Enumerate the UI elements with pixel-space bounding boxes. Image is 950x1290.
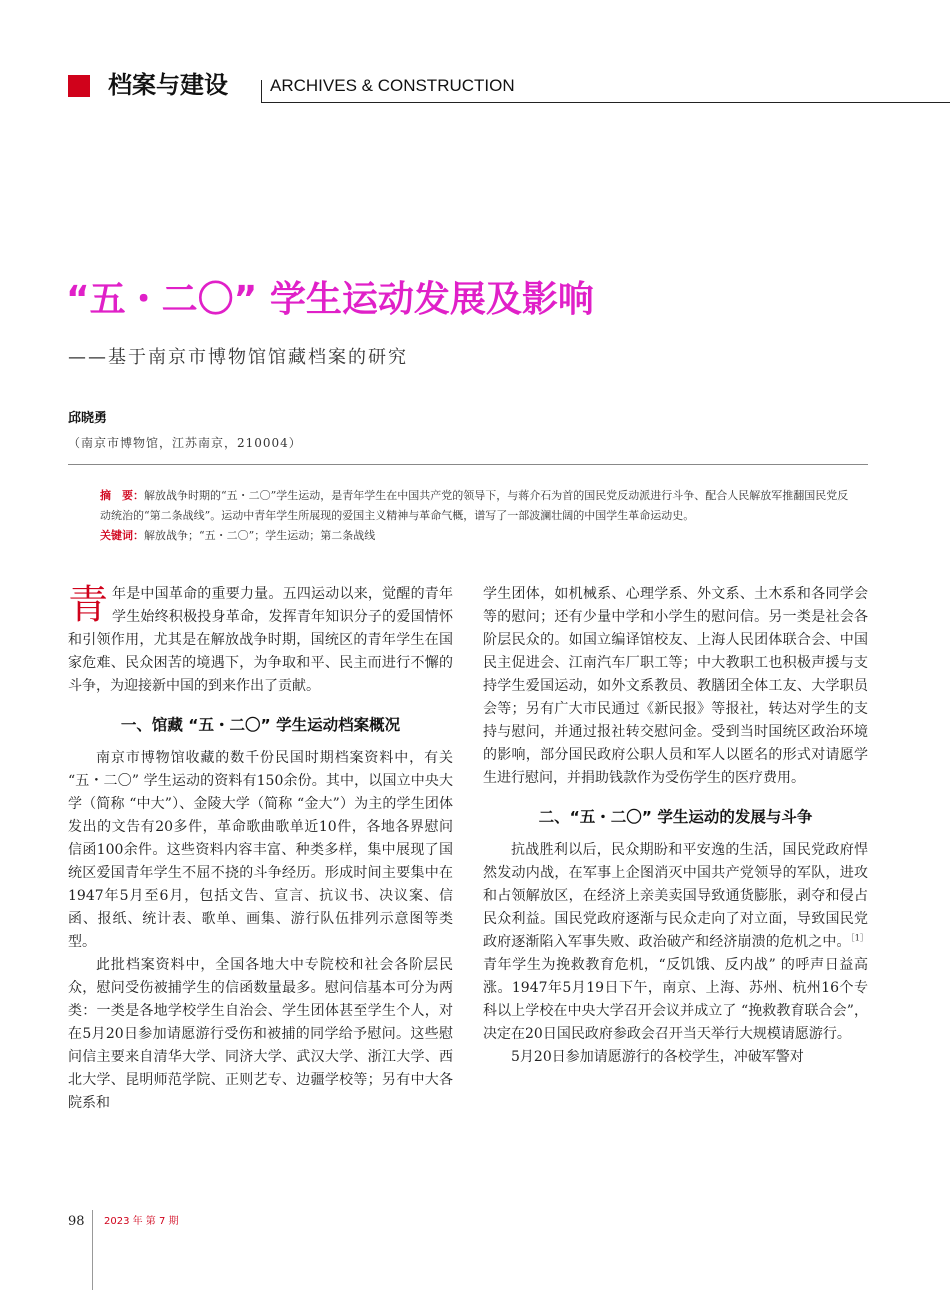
abstract-text: 解放战争时期的“五・二〇”学生运动，是青年学生在中国共产党的领导下，与蒋介石为首的国民党反动派进行斗争、配合人民解放军推翻国民党反动统治的“第二条战线”。运动中青年学生所展现的爱国主义精神与革命气概，谱写了一部波澜壮阔的中国学生革命运动史。 <box>100 489 849 522</box>
abstract-block <box>100 486 850 546</box>
section-1-paragraph-1: 南京市博物馆收藏的数千份民国时期档案资料中，有关 “五・二〇” 学生运动的资料有150余份。其中，以国立中央大学（简称 “中大”）、金陵大学（简称 “金大”）为主的学生团体发出的文告有20多件，革命歌曲歌单近10件，各地各界慰问信函100余件。这些资料内容丰富、种类多样，集中展现了国统区爱国青年学生不屈不挠的斗争经历。形成时间主要集中在1947年5月至6月，包括文告、宣言、抗议书、决议案、信函、报纸、统计表、歌单、画集、游行队伍排列示意图等类型。 <box>68 750 453 950</box>
article-title: “五・二〇” 学生运动发展及影响 <box>66 279 594 320</box>
running-header <box>68 68 950 104</box>
section-1-paragraph-2: 此批档案资料中，全国各地大中专院校和社会各阶层民众，慰问受伤被捕学生的信函数量最多。慰问信基本可分为两类：一类是各地学校学生自治会、学生团体甚至学生个人，对在5月20日参加请愿游行受伤和被捕的同学给予慰问。这些慰问信主要来自清华大学、同济大学、武汉大学、浙江大学、西北大学、昆明师范学院、正则艺专、边疆学校等；另有中大各院系和 <box>68 957 453 1111</box>
abstract-label: 摘 要： <box>100 489 144 502</box>
author-name: 邱晓勇 <box>68 411 108 426</box>
section-2-paragraph-2: 5月20日参加请愿游行的各校学生，冲破军警对 <box>511 1049 804 1065</box>
section-1-heading: 一、馆藏 “五・二〇” 学生运动档案概况 <box>120 716 401 734</box>
article-subtitle: ——基于南京市博物馆馆藏档案的研究 <box>68 347 408 368</box>
footer-divider <box>92 1210 93 1290</box>
author-affiliation: （南京市博物馆，江苏南京，210004） <box>68 436 302 450</box>
journal-name-cn: 档案与建设 <box>108 71 228 99</box>
keywords-text: 解放战争；“五・二〇”；学生运动；第二条战线 <box>144 529 376 542</box>
page-number: 98 <box>68 1214 85 1229</box>
section-1-paragraph-2-continued: 学生团体，如机械系、心理学系、外文系、土木系和各同学会等的慰问；还有少量中学和小学生的慰问信。另一类是社会各阶层民众的。如国立编译馆校友、上海人民团体联合会、中国民主促进会、江南汽车厂职工等；中大教职工也积极声援与支持学生爱国运动，如外文系教员、教膳团全体工友、大学职员会等；另有广大市民通过《新民报》等报社，转达对学生的支持与慰问，并通过报社转交慰问金。受到当时国统区政治环境的影响，部分国民政府公职人员和军人以匿名的形式对请愿学生进行慰问，并捐助钱款作为受伤学生的医疗费用。 <box>483 586 868 786</box>
section-2-paragraph-1 <box>483 839 868 1046</box>
title-divider <box>68 464 868 465</box>
issue-label: 2023 年 第 7 期 <box>104 1216 179 1227</box>
dropcap: 青 <box>68 582 108 628</box>
intro-paragraph <box>68 583 453 698</box>
citation-ref-1: ［1］ <box>850 933 869 943</box>
header-divider <box>261 80 262 103</box>
keywords-label: 关键词： <box>100 529 144 542</box>
right-column <box>483 583 868 1069</box>
header-rule <box>261 102 950 103</box>
journal-name-en: ARCHIVES & CONSTRUCTION <box>270 76 515 95</box>
keywords-paragraph <box>100 526 850 546</box>
abstract-paragraph <box>100 486 850 526</box>
section-2-text-a: 抗战胜利以后，民众期盼和平安逸的生活，国民党政府悍然发动内战，在军事上企图消灭中国共产党领导的军队，进攻和占领解放区，在经济上亲美卖国导致通货膨胀，剥夺和侵占民众利益。国民党政府逐渐与民众走向了对立面，导致国民党政府逐渐陷入军事失败、政治破产和经济崩溃的危机之中。 <box>483 842 868 950</box>
intro-text: 年是中国革命的重要力量。五四运动以来，觉醒的青年学生始终积极投身革命，发挥青年知识分子的爱国情怀和引领作用，尤其是在解放战争时期，国统区的青年学生在国家危难、民众困苦的境遇下，为争取和平、民主而进行不懈的斗争，为迎接新中国的到来作出了贡献。 <box>68 586 453 694</box>
left-column <box>68 583 453 1115</box>
section-2-heading: 二、“五・二〇” 学生运动的发展与斗争 <box>538 808 813 826</box>
header-red-square-icon <box>68 75 90 97</box>
section-2-text-b: 青年学生为挽救教育危机，“反饥饿、反内战” 的呼声日益高涨。1947年5月19日下午，南京、上海、苏州、杭州16个专科以上学校在中央大学召开会议并成立了 “挽救教育联合会”，决定在20日国民政府参政会召开当天举行大规模请愿游行。 <box>483 957 868 1042</box>
